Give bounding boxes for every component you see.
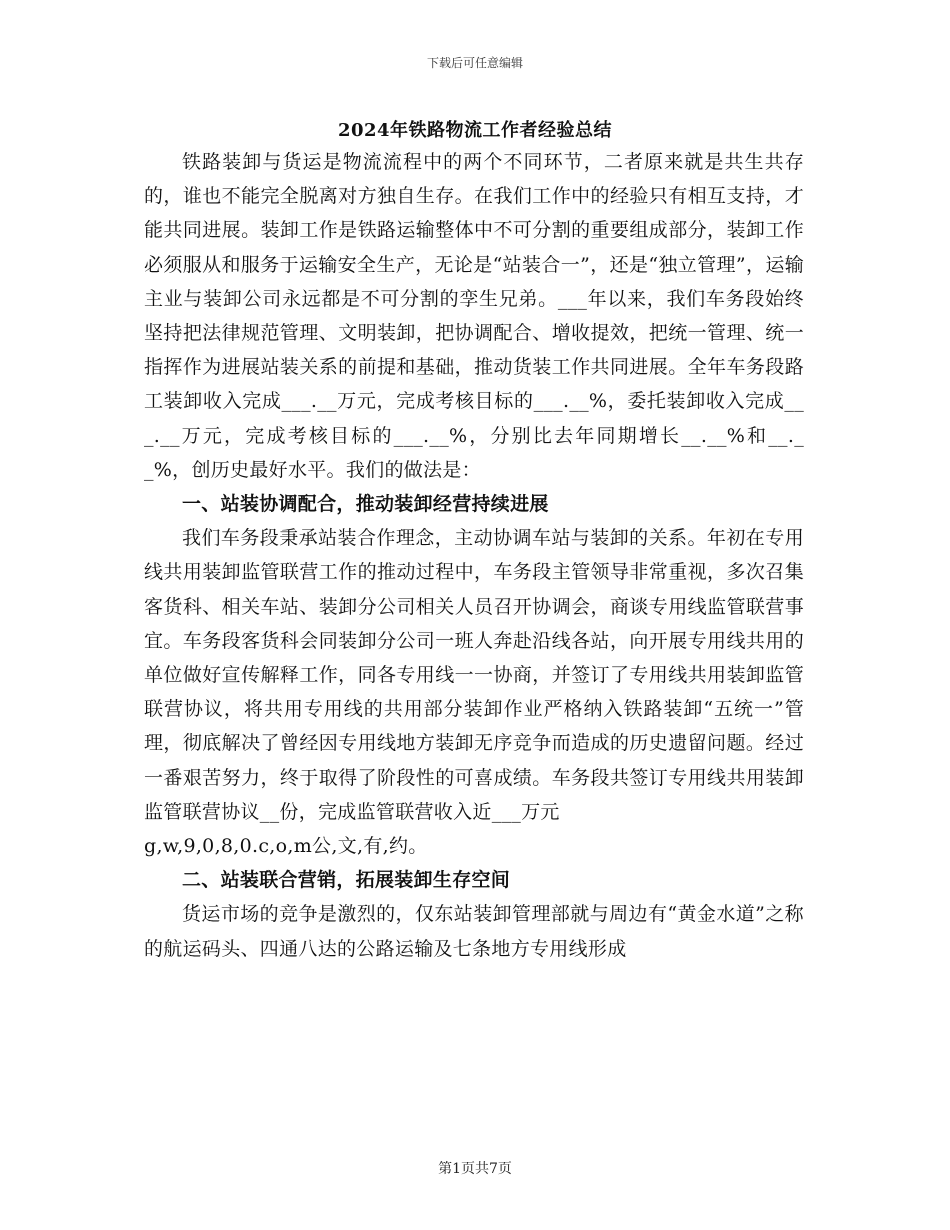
- watermark-text-line: g,w,9,0,8,0.c,o,m公,文,有,约。: [144, 835, 428, 858]
- intro-paragraph: 铁路装卸与货运是物流流程中的两个不同环节，二者原来就是共生共存的，谁也不能完全脱离对方独自生存。在我们工作中的经验只有相互支持，才能共同进展。装卸工作是铁路运输整体中不可分割的重要组成部分，装卸工作必须服从和服务于运输安全生产，无论是“站装合一”，还是“独立管理”，运输主业与装卸公司永远都是不可分割的孪生兄弟。___年以来，我们车务段始终坚持把法律规范管理、文明装卸，把协调配合、增收提效，把统一管理、统一指挥作为进展站装关系的前提和基础，推动货装工作共同进展。全年车务段路工装卸收入完成___.__万元，完成考核目标的___.__%，委托装卸收入完成___.__万元，完成考核目标的___.__%，分别比去年同期增长__.__%和__.__%，创历史最好水平。我们的做法是：: [144, 151, 804, 481]
- section-2-paragraph: 货运市场的竞争是激烈的，仅东站装卸管理部就与周边有“黄金水道”之称的航运码头、四通八达的公路运输及七条地方专用线形成: [144, 903, 804, 960]
- download-note: 下载后可任意编辑: [426, 56, 523, 70]
- section-heading-1: 一、站装协调配合，推动装卸经营持续进展: [182, 493, 549, 516]
- document-title: 2024年铁路物流工作者经验总结: [337, 120, 613, 141]
- section-1-paragraph: 我们车务段秉承站装合作理念，主动协调车站与装卸的关系。年初在专用线共用装卸监管联营工作的推动过程中，车务段主管领导非常重视，多次召集客货科、相关车站、装卸分公司相关人员召开协调会，商谈专用线监管联营事宜。车务段客货科会同装卸分公司一班人奔赴沿线各站，向开展专用线共用的单位做好宣传解释工作，同各专用线一一协商，并签订了专用线共用装卸监管联营协议，将共用专用线的共用部分装卸作业严格纳入铁路装卸“五统一”管理，彻底解决了曾经因专用线地方装卸无序竞争而造成的历史遗留问题。经过一番艰苦努力，终于取得了阶段性的可喜成绩。车务段共签订专用线共用装卸监管联营协议__份，完成监管联营收入近___万元: [144, 527, 804, 823]
- page-number: 第1页共7页: [438, 1161, 512, 1177]
- section-heading-2: 二、站装联合营销，拓展装卸生存空间: [182, 869, 511, 892]
- document-body: [144, 145, 804, 966]
